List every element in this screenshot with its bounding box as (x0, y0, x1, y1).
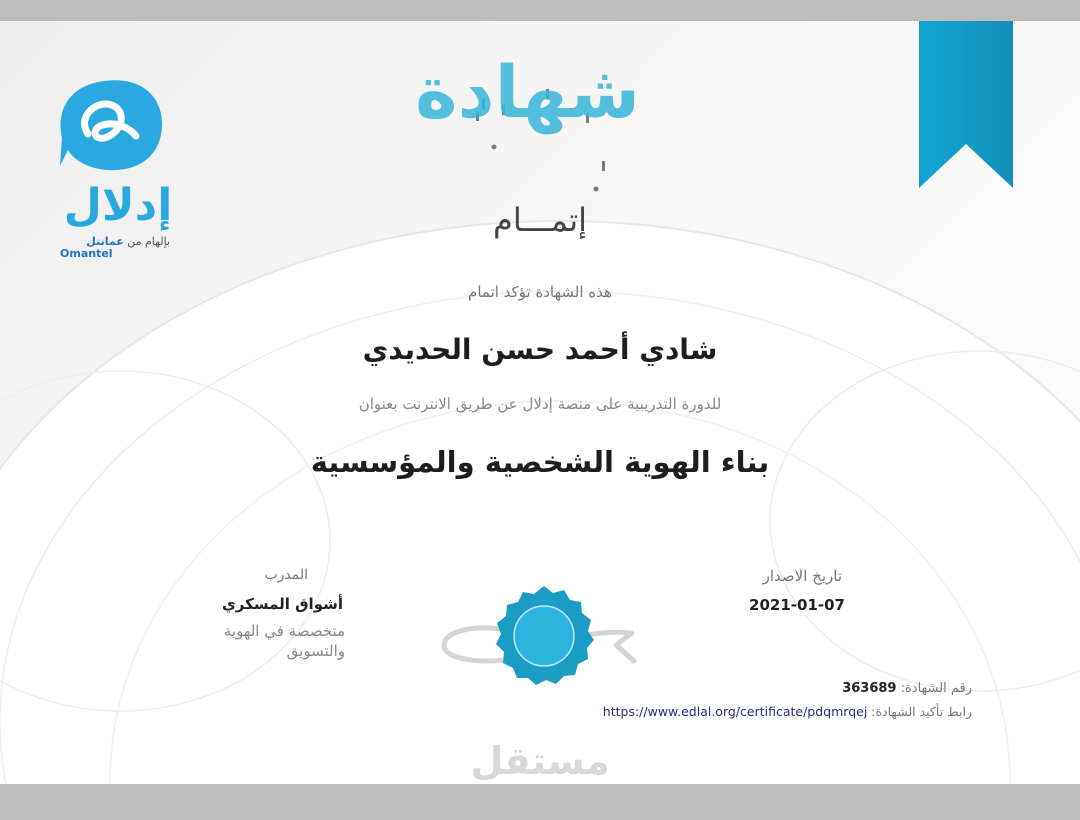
trainer-name: أشواق المسكري (222, 595, 343, 613)
speech-bubble-logo-icon (58, 76, 164, 174)
mostaql-watermark: مستقل (470, 739, 610, 783)
omantel-label: Omantel (60, 247, 113, 260)
top-bar (0, 0, 1080, 21)
recipient-name: شادي أحمد حسن الحديدي (362, 333, 718, 366)
certificate-number (600, 681, 972, 696)
bottom-bar (0, 784, 1080, 820)
certificate-paper (0, 21, 1080, 784)
certificate-title: شهادة (415, 50, 640, 134)
logo-tagline-partner: عمانتل (86, 235, 124, 248)
certificate-number-label: رقم الشهادة: (900, 681, 972, 696)
certificate-subtitle: إتمـــام (493, 201, 587, 239)
logo-brand-text: إدلال (63, 180, 173, 231)
issue-date-label: تاريخ الاصدار (762, 567, 842, 585)
issue-date-value: 2021-01-07 (749, 596, 845, 614)
verification-link-row (540, 704, 972, 719)
seal-badge-icon (438, 581, 638, 691)
edlal-logo (58, 76, 183, 276)
trainer-label: المدرب (264, 567, 308, 583)
verification-url-link[interactable]: https://www.edlal.org/certificate/pdqmrqej (602, 704, 868, 719)
certificate-number-value: 363689 (842, 681, 897, 696)
course-title: بناء الهوية الشخصية والمؤسسية (310, 445, 770, 479)
logo-tagline-prefix: بإلهام من (127, 235, 170, 248)
course-intro-text: للدورة التدريبية على منصة إدلال عن طريق الانترنت بعنوان (358, 395, 722, 413)
trainer-role: متخصصة في الهوية والتسويق (223, 622, 345, 661)
verification-label: رابط تأكيد الشهادة: (871, 704, 972, 719)
bookmark-ribbon-icon (919, 21, 1013, 188)
confirmation-text: هذه الشهادة تؤكد اتمام (468, 283, 612, 301)
